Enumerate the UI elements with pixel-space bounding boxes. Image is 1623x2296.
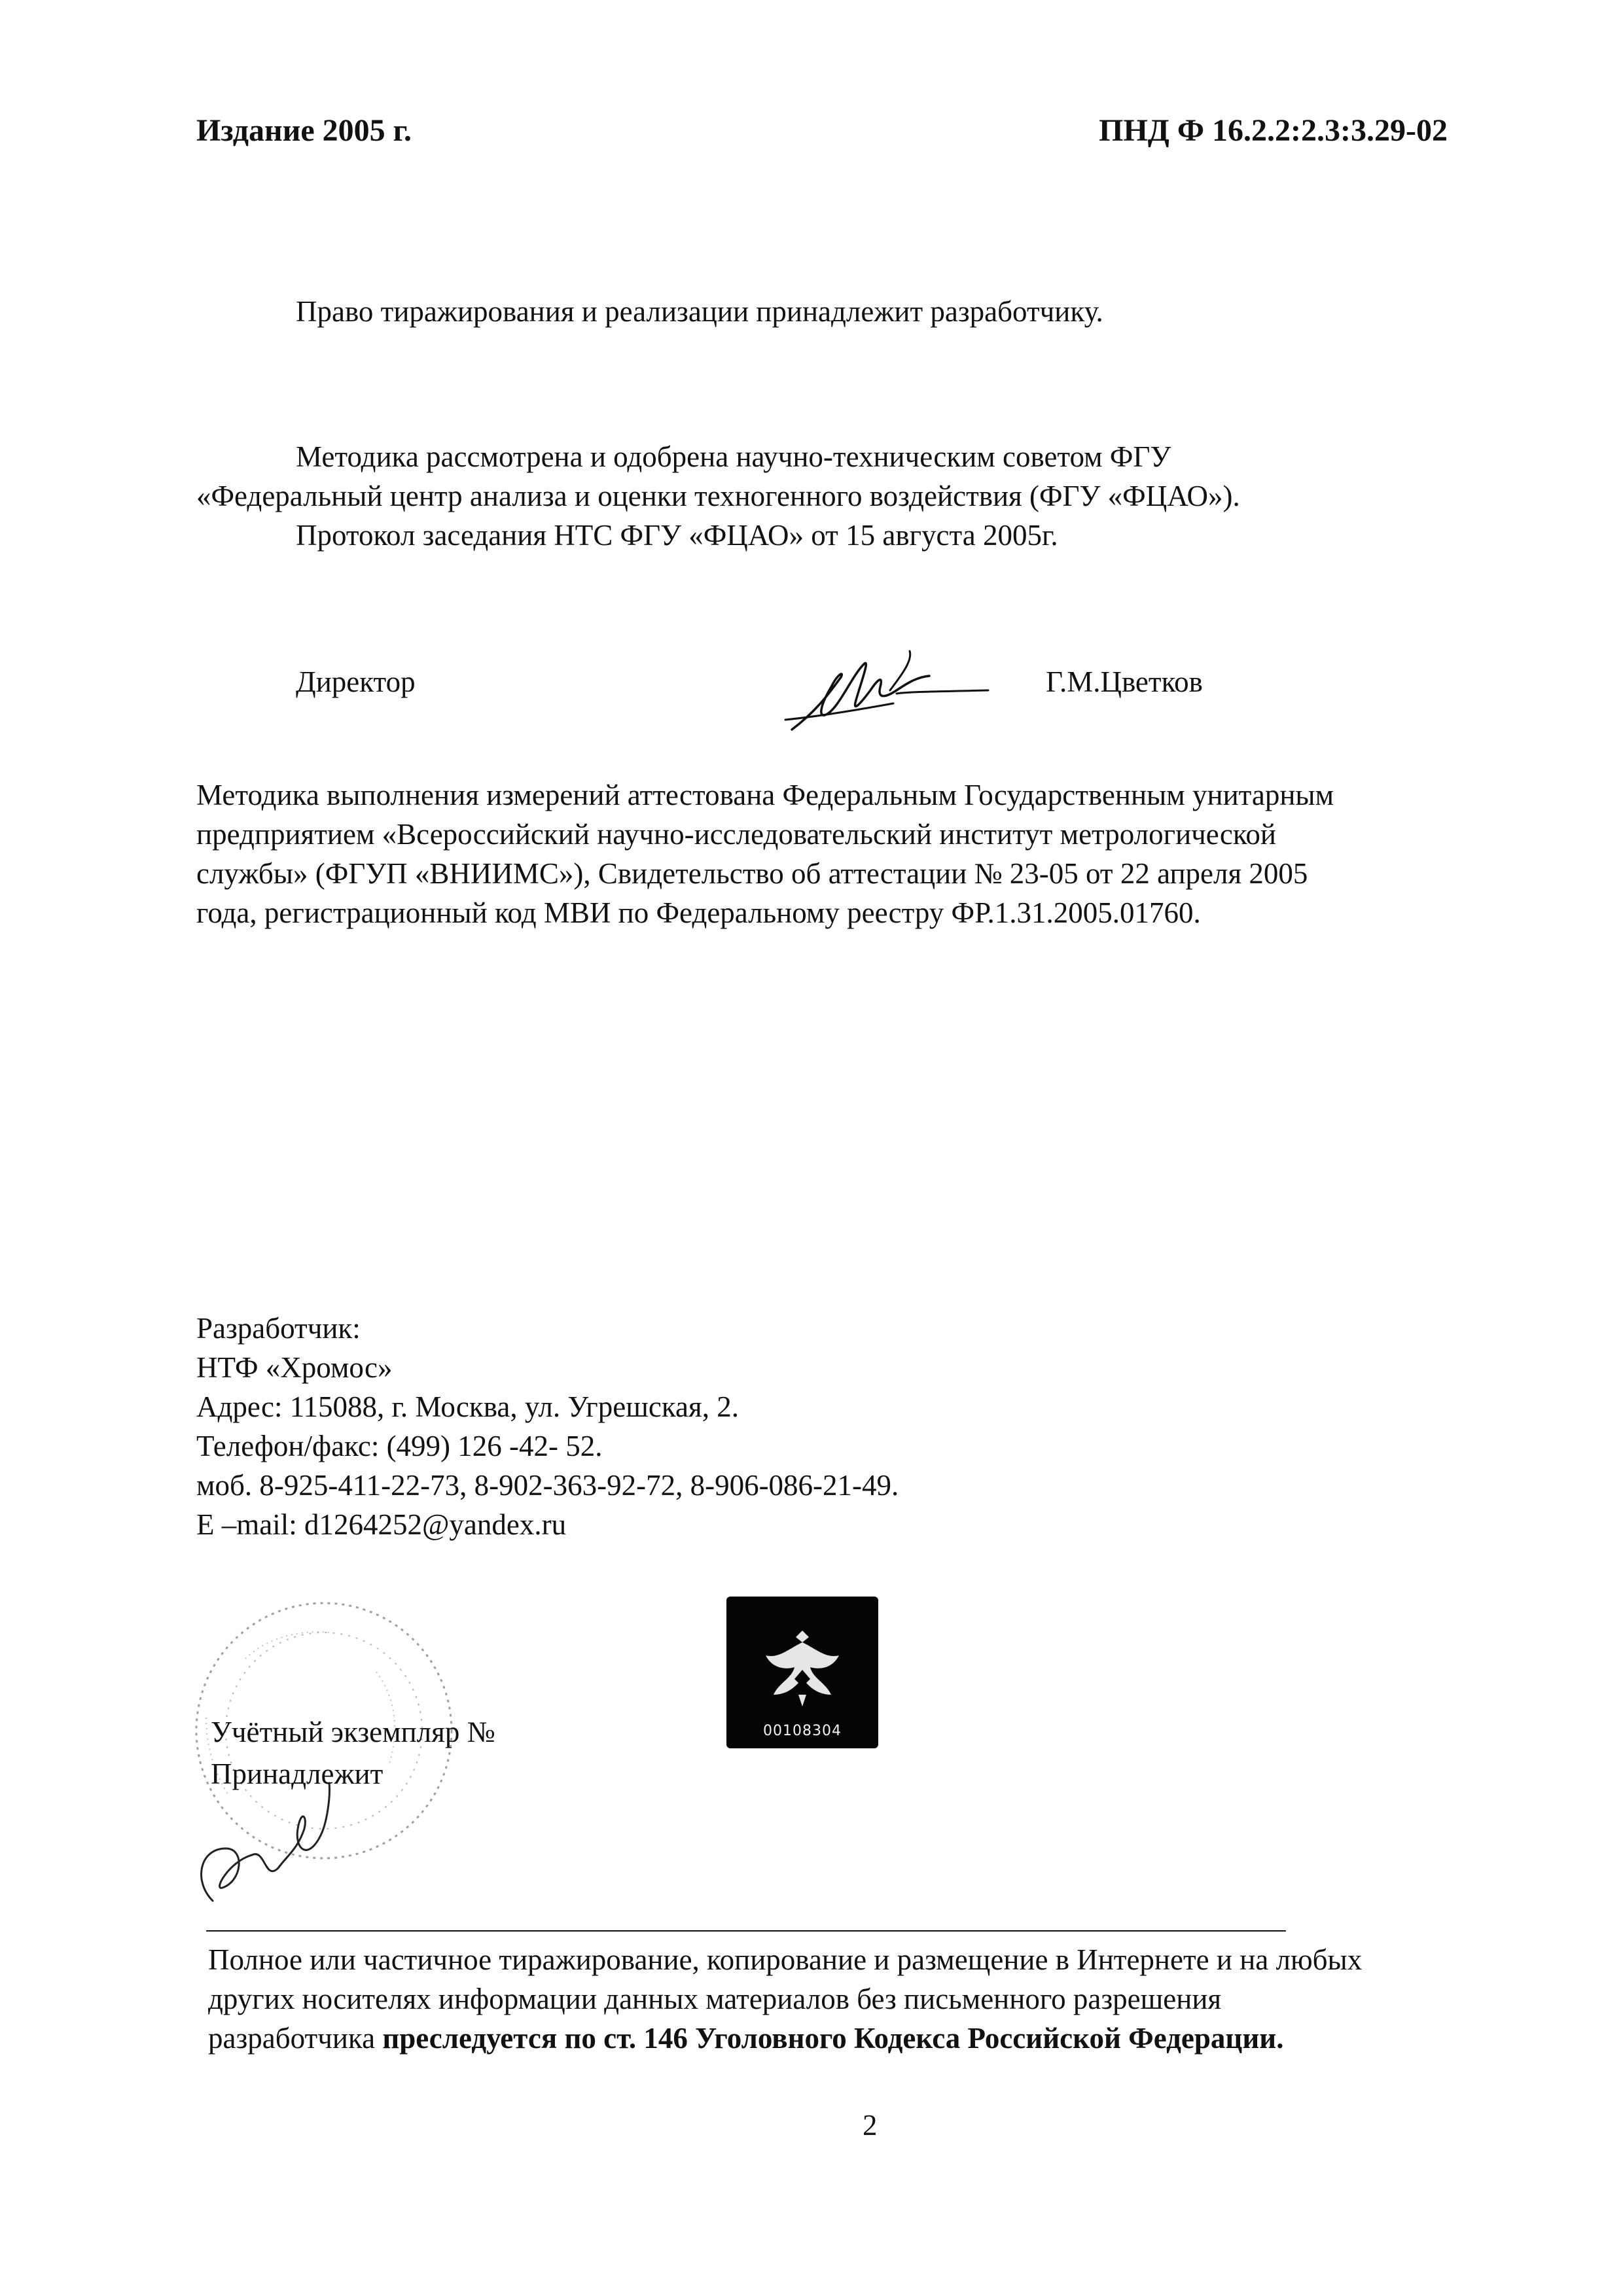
- page-number: 2: [863, 2109, 878, 2142]
- attestation-line: Методика выполнения измерений аттестована Федеральным Государственным унитарным: [196, 779, 1334, 811]
- developer-phone: Телефон/факс: (499) 126 -42- 52.: [196, 1430, 603, 1462]
- edition-label: Издание 2005 г.: [196, 113, 412, 148]
- developer-org: НТФ «Хромос»: [196, 1351, 393, 1384]
- developer-address: Адрес: 115088, г. Москва, ул. Угрешская, 2.: [196, 1390, 739, 1423]
- director-signature: [779, 638, 1001, 743]
- warning-line: других носителях информации данных материалов без письменного разрешения: [208, 1983, 1222, 2015]
- approval-paragraph: [196, 437, 1240, 555]
- copy-number-label: Учётный экземпляр №: [211, 1716, 495, 1748]
- approval-line: Протокол заседания НТС ФГУ «ФЦАО» от 15 августа 2005г.: [296, 519, 1058, 552]
- belongs-to-label: Принадлежит: [211, 1757, 383, 1790]
- copyright-warning: [208, 1940, 1362, 2058]
- director-title: Директор: [296, 665, 416, 698]
- director-name: Г.М.Цветков: [1046, 665, 1203, 698]
- attestation-line: предприятием «Всероссийский научно-исследовательский институт метрологической: [196, 818, 1277, 851]
- warning-line-3: [208, 2019, 1362, 2058]
- developer-label: Разработчик:: [196, 1312, 361, 1345]
- attestation-line: службы» (ФГУП «ВНИИМС»), Свидетельство об аттестации № 23-05 от 22 апреля 2005: [196, 857, 1308, 890]
- attestation-paragraph: [196, 775, 1334, 932]
- document-code: ПНД Ф 16.2.2:2.3:3.29-02: [1099, 113, 1448, 148]
- attestation-line: года, регистрационный код МВИ по Федеральному реестру ФР.1.31.2005.01760.: [196, 896, 1201, 929]
- rights-statement: Право тиражирования и реализации принадлежит разработчику.: [296, 295, 1103, 328]
- approval-line: Методика рассмотрена и одобрена научно-техническим советом ФГУ: [296, 440, 1171, 473]
- developer-block: [196, 1309, 899, 1544]
- round-stamp: [167, 1574, 494, 1934]
- warning-text: разработчика: [208, 2022, 383, 2055]
- approval-line: «Федеральный центр анализа и оценки техногенного воздействия (ФГУ «ФЦАО»).: [196, 480, 1240, 512]
- security-hologram: [726, 1597, 878, 1748]
- developer-email: E –mail: d1264252@yandex.ru: [196, 1508, 567, 1541]
- separator-line: [206, 1930, 1286, 1932]
- warning-legal-reference: преследуется по ст. 146 Уголовного Кодекса Российской Федерации.: [382, 2022, 1284, 2055]
- warning-line: Полное или частичное тиражирование, копирование и размещение в Интернете и на любых: [208, 1943, 1363, 1976]
- developer-mobile: моб. 8-925-411-22-73, 8-902-363-92-72, 8-906-086-21-49.: [196, 1469, 899, 1502]
- hologram-number: 00108304: [763, 1723, 842, 1739]
